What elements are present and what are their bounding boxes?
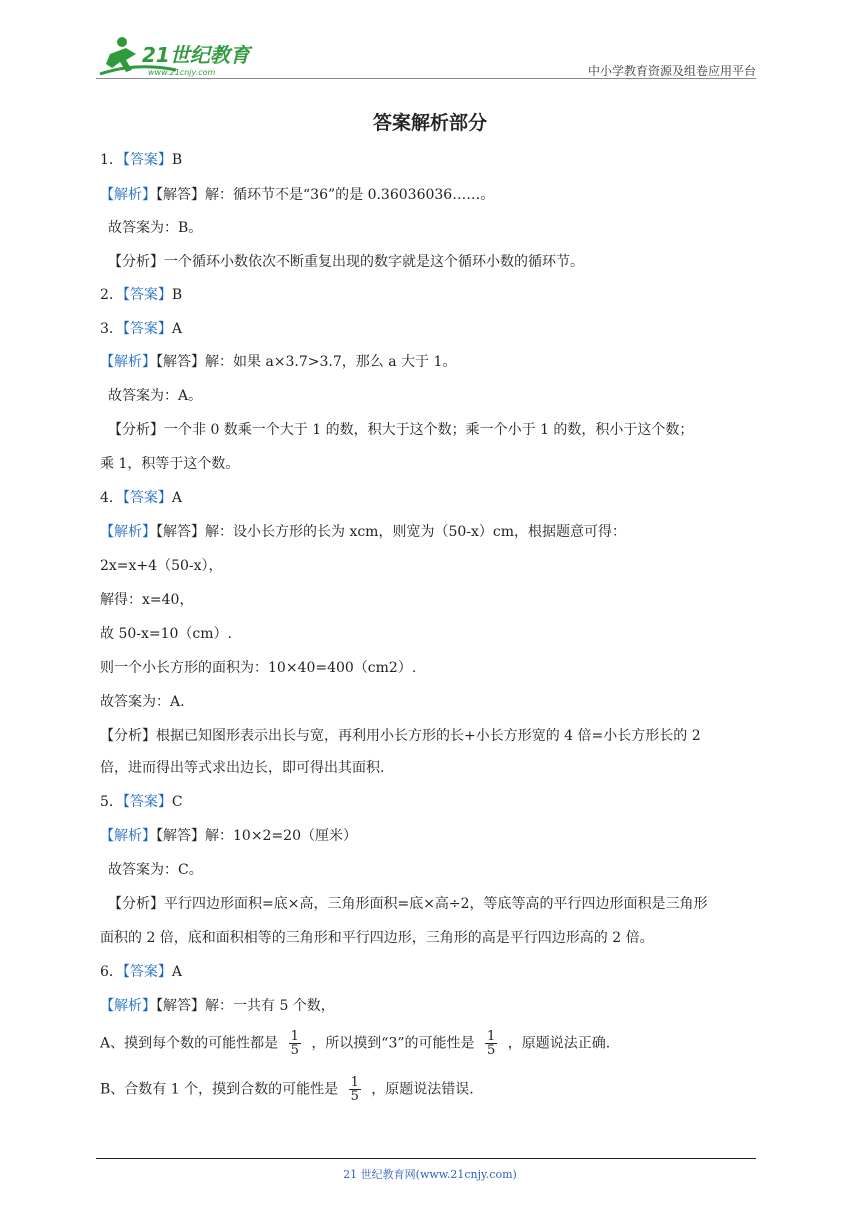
q4-solve: 解得：x=40， <box>100 592 194 608</box>
page-header <box>96 34 756 80</box>
q1-answer: 1．【答案】B <box>100 152 183 168</box>
header-divider <box>96 78 756 79</box>
fraction-one-fifth: $\frac{1}{5}$ <box>350 1075 359 1104</box>
q3-answer: 3．【答案】A <box>100 321 183 337</box>
q2-answer: 2．【答案】B <box>100 287 183 303</box>
fraction-one-fifth: $\frac{1}{5}$ <box>290 1029 299 1058</box>
svg-text:21世纪教育: 21世纪教育 <box>142 43 250 67</box>
q3-analysis: 【解析】【解答】解：如果 a×3.7>3.7，那么 a 大于 1。 <box>100 354 457 370</box>
q4-conclusion: 故答案为：A. <box>100 694 185 710</box>
q4-analysis: 【解析】【解答】解：设小长方形的长为 xcm，则宽为（50-x）cm，根据题意可得： <box>100 524 627 540</box>
q4-reasoning-cont: 倍，进而得出等式求出边长，即可得出其面积. <box>100 760 385 776</box>
q1-analysis: 【解析】【解答】解：循环节不是“36”的是 0.36036036……。 <box>100 187 495 203</box>
q3-conclusion: 故答案为：A。 <box>108 388 203 404</box>
q1-reasoning: 【分析】一个循环小数依次不断重复出现的数字就是这个循环小数的循环节。 <box>108 254 584 270</box>
footer-site[interactable]: 21 世纪教育网(www.21cnjy.com) <box>343 1168 517 1181</box>
footer-divider <box>96 1158 756 1159</box>
q6-option-b: B、合数有 1 个，摸到合数的可能性是 $\frac{1}{5}$ ，原题说法错误. <box>100 1075 474 1104</box>
q6-option-a: A、摸到每个数的可能性都是 $\frac{1}{5}$ ，所以摸到“3”的可能性是 $\frac{1}{5}$ ，原题说法正确. <box>100 1029 611 1058</box>
q5-reasoning: 【分析】平行四边形面积=底×高，三角形面积=底×高÷2，等底等高的平行四边形面积是三角形 <box>108 896 708 912</box>
logo-21cnjy <box>96 34 266 80</box>
q3-reasoning-cont: 乘 1，积等于这个数。 <box>100 456 240 472</box>
q3-reasoning: 【分析】一个非 0 数乘一个大于 1 的数，积大于这个数；乘一个小于 1 的数，积小于这个数； <box>108 422 694 438</box>
svg-text:www.21cnjy.com: www.21cnjy.com <box>148 68 216 77</box>
fraction-one-fifth: $\frac{1}{5}$ <box>487 1029 496 1058</box>
q6-analysis: 【解析】【解答】解：一共有 5 个数， <box>100 998 335 1014</box>
q4-reasoning: 【分析】根据已知图形表示出长与宽，再利用小长方形的长+小长方形宽的 4 倍=小长方形长的 2 <box>100 728 701 744</box>
q4-area: 则一个小长方形的面积为：10×40=400（cm2）. <box>100 660 417 676</box>
q4-equation: 2x=x+4（50-x）， <box>100 558 223 574</box>
q4-width: 故 50-x=10（cm）. <box>100 626 233 642</box>
q5-conclusion: 故答案为：C。 <box>108 862 203 878</box>
q5-reasoning-cont: 面积的 2 倍，底和面积相等的三角形和平行四边形，三角形的高是平行四边形高的 2 倍。 <box>100 930 654 946</box>
q4-answer: 4．【答案】A <box>100 490 183 506</box>
page-title: 答案解析部分 <box>372 112 487 134</box>
q6-answer: 6．【答案】A <box>100 964 183 980</box>
platform-name: 中小学教育资源及组卷应用平台 <box>587 64 756 78</box>
q5-answer: 5．【答案】C <box>100 794 183 810</box>
q1-conclusion: 故答案为：B。 <box>108 220 203 236</box>
q5-analysis: 【解析】【解答】解：10×2=20（厘米） <box>100 828 357 844</box>
